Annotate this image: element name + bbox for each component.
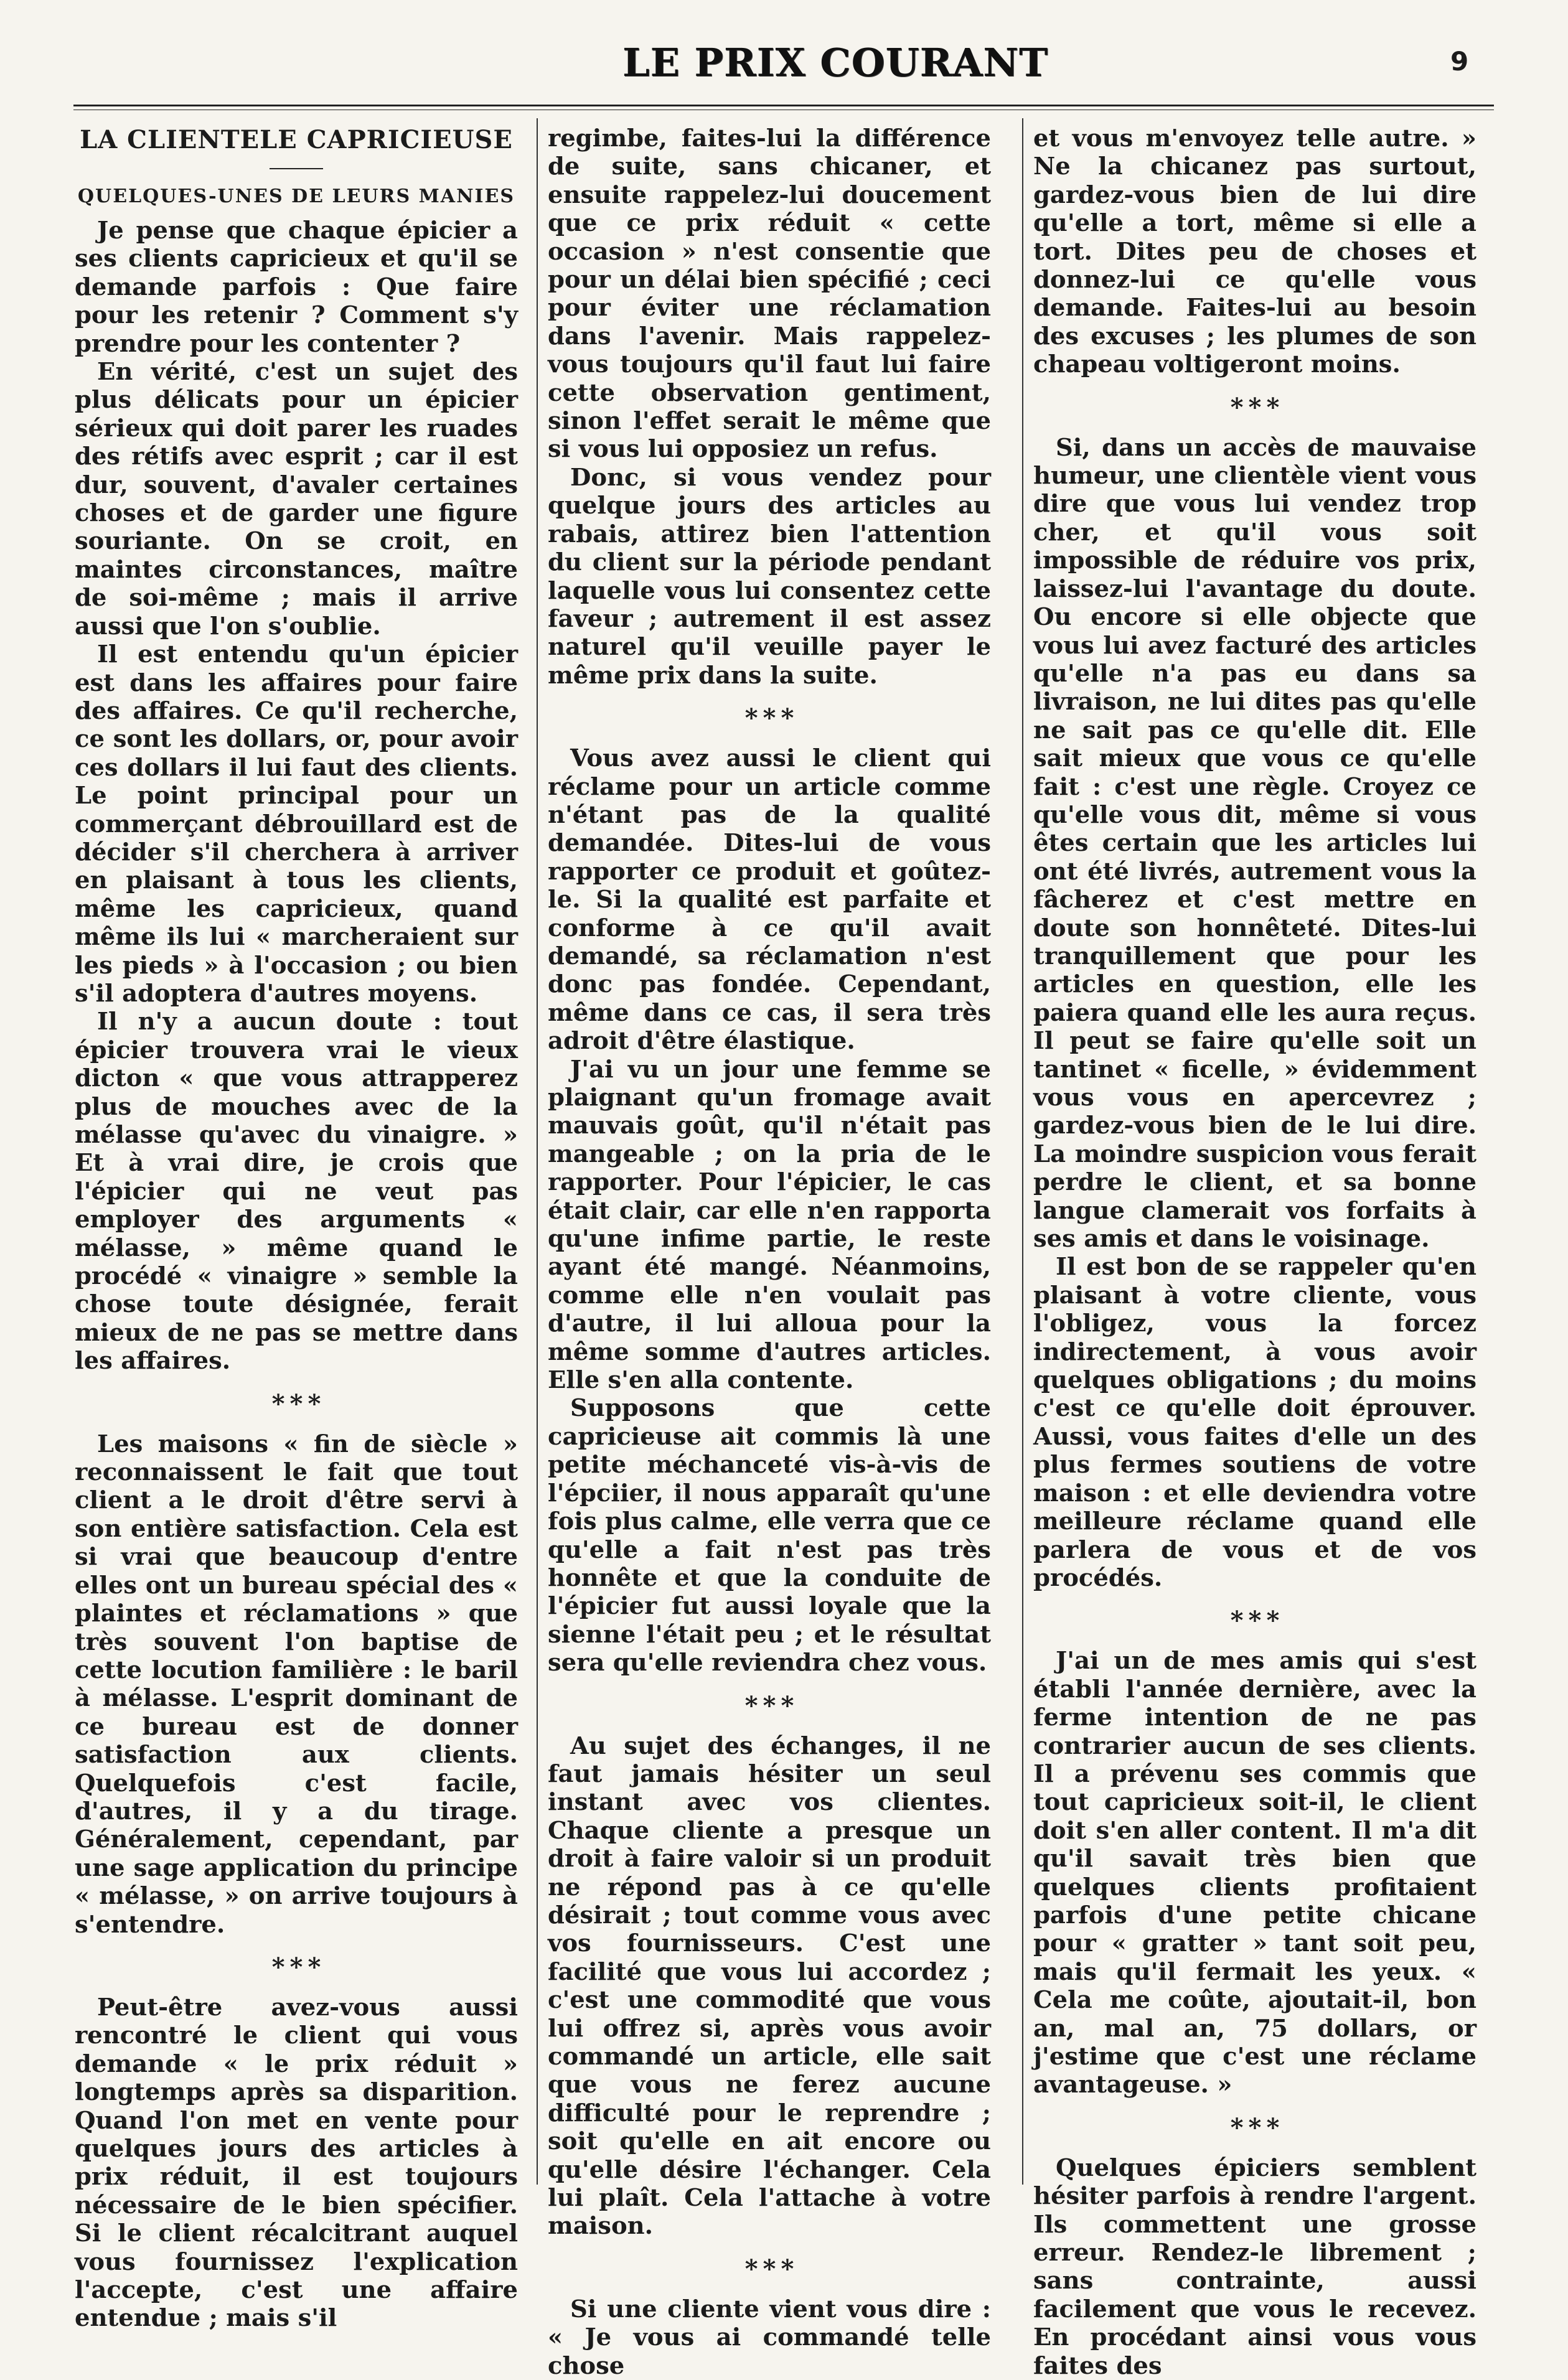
page-number: 9	[1450, 46, 1469, 77]
article-column-1	[75, 124, 518, 2333]
paragraph: En vérité, c'est un sujet des plus délicats pour un épicier sérieux qui doit parer les ruades des rétifs avec esprit ; car il est dur, souvent, d'avaler certaines choses et de garder une figure souriante. On se croit, en maintes circonstances, maître de soi-même ; mais il arrive aussi que l'on s'oublie.	[75, 358, 518, 640]
section-asterism: * * *	[744, 703, 794, 733]
paragraph: et vous m'envoyez telle autre. » Ne la chicanez pas surtout, gardez-vous bien de lui dire qu'elle a tort, même si elle a tort. Dites peu de choses et donnez-lui ce qu'elle vous demande. Faites-lui au besoin des excuses ; les plumes de son chapeau voltigeront moins.	[1033, 124, 1476, 379]
paragraph: J'ai vu un jour une femme se plaignant qu'un fromage avait mauvais goût, qu'il n'était pas mangeable ; on la pria de le rapporter. Pour l'épicier, le cas était clair, car elle n'en rapporta qu'une infime partie, le reste ayant été mangé. Néanmoins, comme elle n'en voulait pas d'autre, il lui alloua pour la même somme d'autres articles. Elle s'en alla contente.	[548, 1055, 991, 1395]
paragraph: Au sujet des échanges, il ne faut jamais hésiter un seul instant avec vos clientes. Chaque cliente a presque un droit à faire valoir si un produit ne répond pas à ce qu'elle désirait ; tout comme vous avec vos fournisseurs. C'est une facilité que vous lui accordez ; c'est une commodité que vous lui offrez si, après vous avoir commandé un article, elle sait que vous ne ferez aucune difficulté pour le reprendre ; soit qu'elle en ait encore ou qu'elle désire l'échanger. Cela lui plaît. Cela l'attache à votre maison.	[548, 1731, 991, 2241]
paragraph: Il n'y a aucun doute : tout épicier trouvera vrai le vieux dicton « que vous attrapperez plus de mouches avec de la mélasse qu'avec du vinaigre. » Et à vrai dire, je crois que l'épicier qui ne veut pas employer des arguments « mélasse, » même quand le procédé « vinaigre » semble la chose toute désignée, ferait mieux de ne pas se mettre dans les affaires.	[75, 1008, 518, 1375]
article-subtitle: QUELQUES-UNES DE LEURS MANIES	[77, 185, 515, 207]
column-divider	[537, 118, 538, 2185]
paragraph: J'ai un de mes amis qui s'est établi l'année dernière, avec la ferme intention de ne pas contrarier aucun de ses clients. Il a prévenu ses commis que tout capricieux soit-il, le client doit s'en aller content. Il m'a dit qu'il savait très bien que quelques clients profitaient parfois d'une petite chicane pour « gratter » tant soit peu, mais qu'il fermait les yeux. « Cela me coûte, ajoutait-il, bon an, mal an, 75 dollars, or j'estime que c'est une réclame avantageuse. »	[1033, 1647, 1476, 2099]
paragraph: Peut-être avez-vous aussi rencontré le client qui vous demande « le prix réduit » longtemps après sa disparition. Quand l'on met en vente pour quelques jours des articles à prix réduit, il est toujours nécessaire de le bien spécifier. Si le client récalcitrant auquel vous fournissez l'explication l'accepte, c'est une affaire entendue ; mais s'il	[75, 1993, 518, 2333]
paragraph: Je pense que chaque épicier a ses clients capricieux et qu'il se demande parfois : Que faire pour les retenir ? Comment s'y prendre pour les contenter ?	[75, 217, 518, 358]
paragraph: Les maisons « fin de siècle » reconnaissent le fait que tout client a le droit d'être servi à son entière satisfaction. Cela est si vrai que beaucoup d'entre elles ont un bureau spécial des « plaintes et réclamations » que très souvent l'on baptise de cette locution familière : le baril à mélasse. L'esprit dominant de ce bureau est de donner satisfaction aux clients. Quelquefois c'est facile, d'autres, il y a du tirage. Généralement, cependant, par une sage application du principe « mélasse, » on arrive toujours à s'entendre.	[75, 1430, 518, 1939]
paragraph: Il est bon de se rappeler qu'en plaisant à votre cliente, vous l'obligez, vous la forcez indirectement, à vous avoir quelques obligations ; du moins c'est ce qu'elle doit éprouver. Aussi, vous faites d'elle un des plus fermes soutiens de votre maison : et elle deviendra votre meilleure réclame quand elle parlera de vous et de vos procédés.	[1033, 1253, 1476, 1592]
section-asterism: * * *	[744, 1690, 794, 1720]
header-rule-thick	[73, 105, 1494, 106]
paragraph: Si une cliente vient vous dire : « Je vous ai commandé telle chose	[548, 2295, 991, 2380]
paragraph: regimbe, faites-lui la différence de suite, sans chicaner, et ensuite rappelez-lui doucement que ce prix réduit « cette occasion » n'est consentie que pour un délai bien spécifié ; ceci pour éviter une réclamation dans l'avenir. Mais rappelez-vous toujours qu'il faut lui faire cette observation gentiment, sinon l'effet serait le même que si vous lui opposiez un refus.	[548, 124, 991, 464]
paragraph: Supposons que cette capricieuse ait commis là une petite méchanceté vis-à-vis de l'épciier, il nous apparaît qu'une fois plus calme, elle verra que ce qu'elle a fait n'est pas très honnête et que la conduite de l'épicier fut aussi loyale que la sienne l'était peu ; et le résultat sera qu'elle reviendra chez vous.	[548, 1394, 991, 1677]
paragraph: Il est entendu qu'un épicier est dans les affaires pour faire des affaires. Ce qu'il recherche, ce sont les dollars, or, pour avoir ces dollars il lui faut des clients. Le point principal pour un commerçant débrouillard est de décider s'il cherchera à arriver en plaisant à tous les clients, même les capricieux, quand même ils lui « marcheraient sur les pieds » à l'occasion ; ou bien s'il adoptera d'autres moyens.	[75, 640, 518, 1008]
section-asterism: * * *	[271, 1952, 321, 1982]
section-asterism: * * *	[271, 1389, 321, 1418]
section-asterism: * * *	[744, 2254, 794, 2284]
article-column-3	[1033, 124, 1476, 2380]
paragraph: Quelques épiciers semblent hésiter parfois à rendre l'argent. Ils commettent une grosse erreur. Rendez-le librement ; sans contrainte, aussi facilement que vous le recevez. En procédant ainsi vous vous faites des	[1033, 2153, 1476, 2380]
article-column-2	[548, 124, 991, 2380]
paragraph: Vous avez aussi le client qui réclame pour un article comme n'étant pas de la qualité demandée. Dites-lui de vous rapporter ce produit et goûtez-le. Si la qualité est parfaite et conforme à ce qu'il avait demandé, sa réclamation n'est donc pas fondée. Cependant, même dans ce cas, il sera très adroit d'être élastique.	[548, 744, 991, 1056]
article-title: LA CLIENTELE CAPRICIEUSE	[80, 125, 513, 154]
section-asterism: * * *	[1230, 392, 1280, 422]
column-divider	[1022, 118, 1023, 2185]
section-asterism: * * *	[1230, 1606, 1280, 1636]
paragraph: Si, dans un accès de mauvaise humeur, une clientèle vient vous dire que vous lui vendez trop cher, et qu'il vous soit impossible de réduire vos prix, laissez-lui l'avantage du doute. Ou encore si elle objecte que vous lui avez facturé des articles qu'elle n'a pas eu dans sa livraison, ne lui dites pas qu'elle ne sait pas ce qu'elle dit. Elle sait mieux que vous ce qu'elle fait : c'est une règle. Croyez ce qu'elle vous dit, même si vous êtes certain que les articles lui ont été livrés, autrement vous la fâcherez et c'est mettre en doute son honnêteté. Dites-lui tranquillement que pour les articles en question, elle les paiera quand elle les aura reçus. Il peut se faire qu'elle soit un tantinet « ficelle, » évidemment vous vous en apercevrez ; gardez-vous bien de le lui dire. La moindre suspicion vous ferait perdre le client, et sa bonne langue clamerait vos forfaits à ses amis et dans le voisinage.	[1033, 433, 1476, 1253]
masthead	[0, 24, 1568, 98]
section-asterism: * * *	[1230, 2112, 1280, 2142]
publication-title: LE PRIX COURANT	[622, 40, 1049, 85]
title-rule	[270, 168, 323, 169]
paragraph: Donc, si vous vendez pour quelque jours des articles au rabais, attirez bien l'attention du client sur la période pendant laquelle vous lui consentez cette faveur ; autrement il est assez naturel qu'il veuille payer le même prix dans la suite.	[548, 463, 991, 690]
